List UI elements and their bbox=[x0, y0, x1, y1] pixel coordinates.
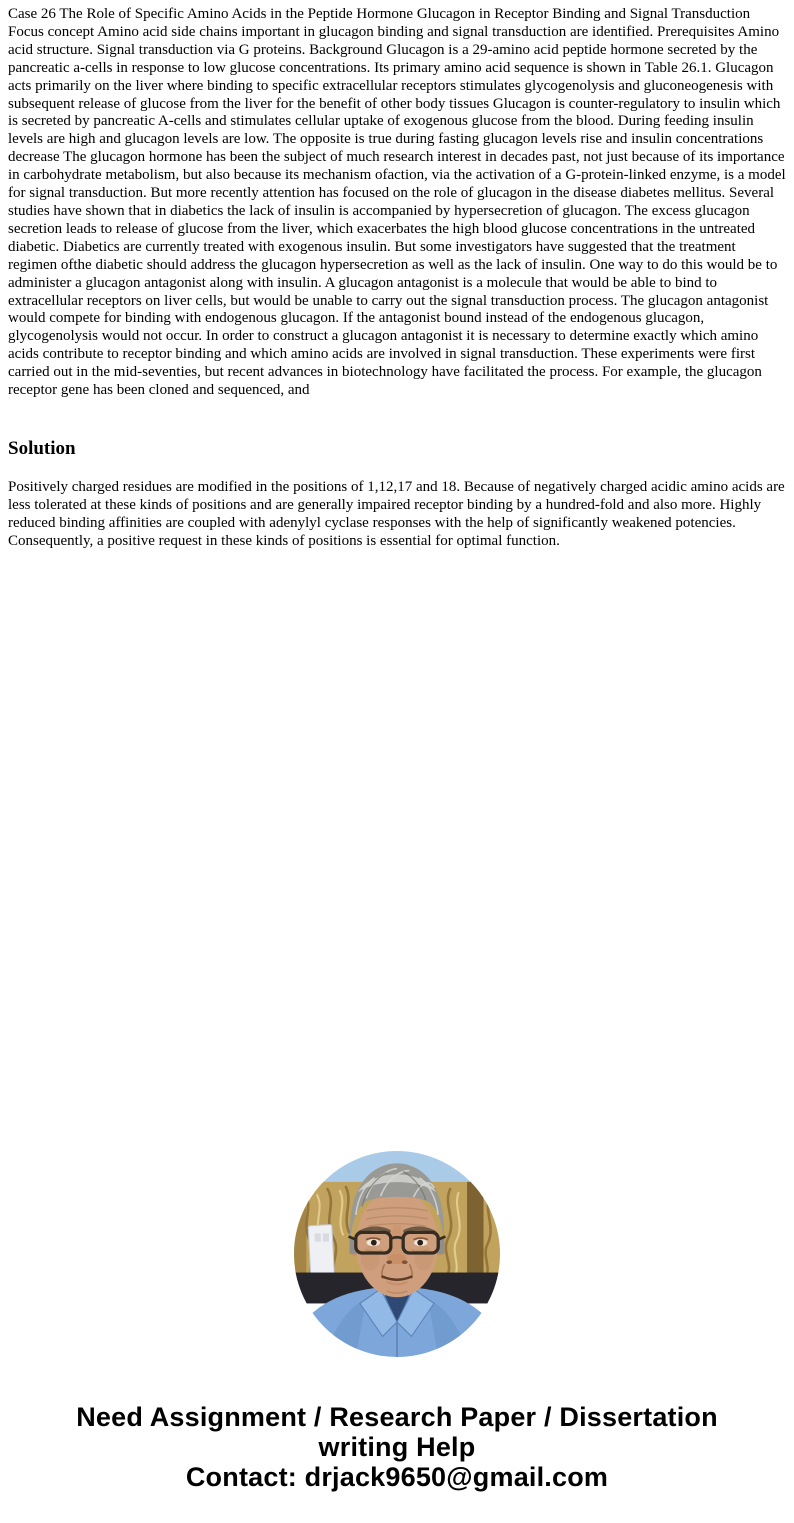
photo-wall-panel bbox=[308, 1225, 334, 1278]
case-description-text: Case 26 The Role of Specific Amino Acids in the Peptide Hormone Glucagon in Receptor Binding and Signal Transduction Focus concept Amino acid side chains important in glucagon binding and signal transduction are identified. Prerequisites Amino acid structure. Signal transduction via G proteins. Background Glucagon is a 29-amino acid peptide hormone secreted by the pancreatic a-cells in response to low glucose concentrations. Its primary amino acid sequence is shown in Table 26.1. Glucagon acts primarily on the liver where binding to specific extracellular receptors stimulates glycogenolysis and gluconeogenesis with subsequent release of glucose from the liver for the benefit of other body tissues Glucagon is counter-regulatory to insulin which is secreted by pancreatic A-cells and stimulates cellular uptake of exogenous glucose from the blood. During feeding insulin levels are high and glucagon levels are low. The opposite is true during fasting glucagon levels rise and insulin concentrations decrease The glucagon hormone has been the subject of much research interest in decades past, not just because of its importance in carbohydrate metabolism, but also because its mechanism ofaction, via the activation of a G-protein-linked enzyme, is a model for signal transduction. But more recently attention has focused on the role of glucagon in the disease diabetes mellitus. Several studies have shown that in diabetics the lack of insulin is accompanied by hypersecretion of glucagon. The excess glucagon secretion leads to release of glucose from the liver, which exacerbates the high blood glucose concentrations in the untreated diabetic. Diabetics are currently treated with exogenous insulin. But some investigators have suggested that the treatment regimen ofthe diabetic should address the glucagon hypersecretion as well as the lack of insulin. One way to do this would be to administer a glucagon antagonist along with insulin. A glucagon antagonist is a molecule that would be able to bind to extracellular receptors on liver cells, but would be unable to carry out the signal transduction process. The glucagon antagonist would compete for binding with endogenous glucagon. If the antagonist bound instead of the endogenous glucagon, glycogenolysis would not occur. In order to construct a glucagon antagonist it is necessary to determine exactly which amino acids contribute to receptor binding and which amino acids are involved in signal transduction. These experiments were first carried out in the mid-seventies, but recent advances in biotechnology have facilitated the process. For example, the glucagon receptor gene has been cloned and sequenced, and bbox=[8, 6, 786, 399]
promo-heading-line-2: writing Help bbox=[318, 1432, 476, 1462]
tutor-avatar bbox=[294, 1151, 500, 1357]
tutor-portrait-photo bbox=[294, 1151, 500, 1357]
contact-email-line: Contact: drjack9650@gmail.com bbox=[185, 1462, 609, 1492]
promo-heading-line-1: Need Assignment / Research Paper / Dissertation bbox=[76, 1402, 718, 1432]
promo-heading bbox=[17, 1402, 777, 1462]
solution-heading: Solution bbox=[8, 438, 76, 459]
portrait-face bbox=[356, 1190, 438, 1297]
solution-answer-text: Positively charged residues are modified in the positions of 1,12,17 and 18. Because of negatively charged acidic amino acids are less tolerated at these kinds of positions and are generally impaired receptor binding by a hundred-fold and also more. Highly reduced binding affinities are coupled with adenylyl cyclase responses with the help of significantly weakened potencies. Consequently, a positive request in these kinds of positions is essential for optimal function. bbox=[8, 479, 785, 549]
promo-footer bbox=[0, 1402, 794, 1492]
